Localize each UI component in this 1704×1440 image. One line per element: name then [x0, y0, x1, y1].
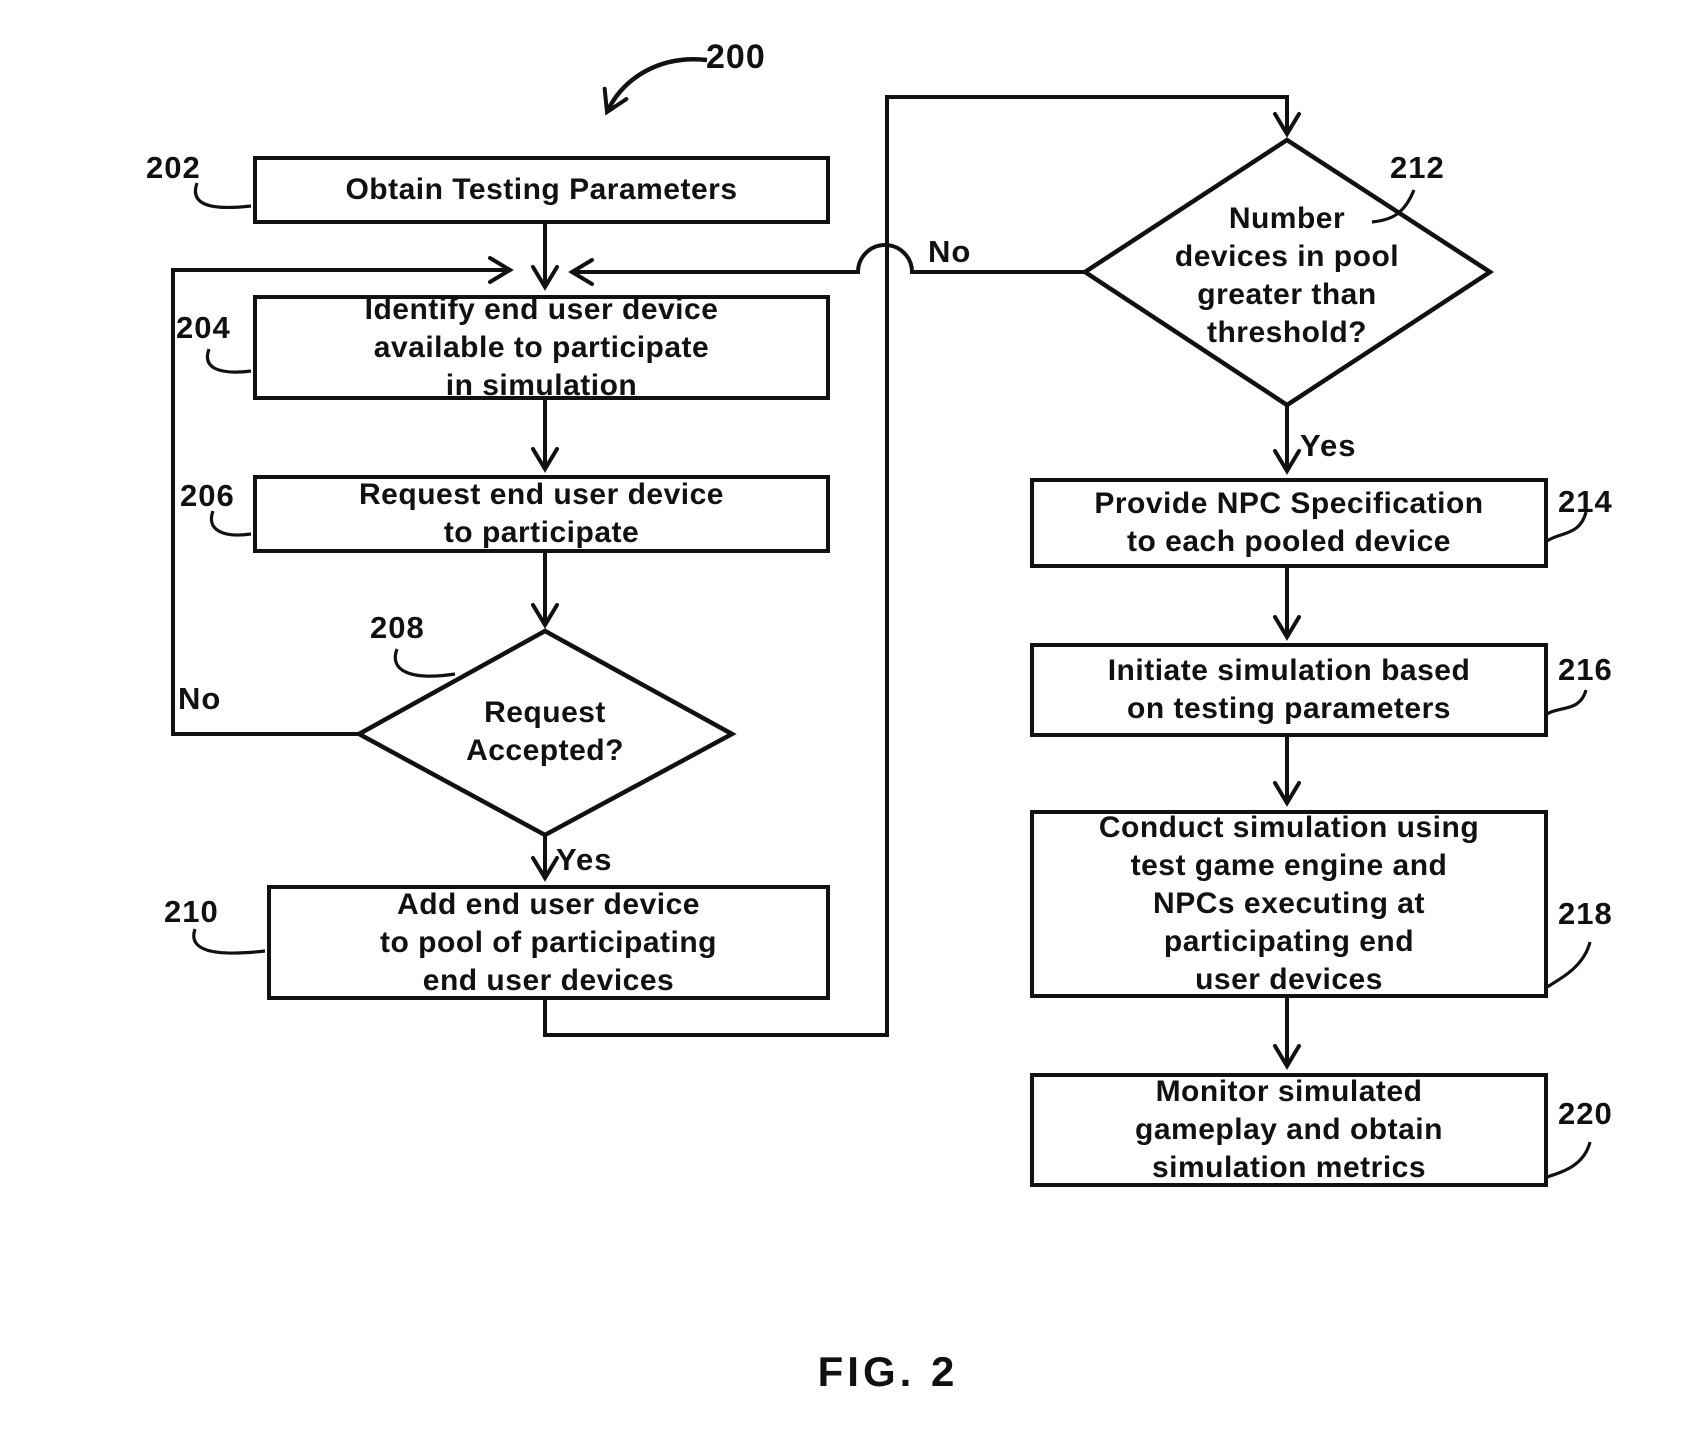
- ref-220: 220: [1558, 1096, 1613, 1131]
- figure-reference-number: 200: [706, 38, 766, 76]
- process-box-conduct-simulation: Conduct simulation using test game engine and NPCs executing at participating end user devices: [1030, 810, 1548, 998]
- ref-216: 216: [1558, 652, 1613, 687]
- ref-214: 214: [1558, 484, 1613, 519]
- process-box-identify-end-user-device: Identify end user device available to participate in simulation: [253, 295, 830, 400]
- branch-label-no-208: No: [178, 681, 222, 716]
- ref-218: 218: [1558, 896, 1613, 931]
- branch-label-no-212: No: [928, 234, 972, 269]
- process-box-provide-npc-specification: Provide NPC Specification to each pooled device: [1030, 478, 1548, 568]
- process-box-request-end-user-device: Request end user device to participate: [253, 475, 830, 553]
- ref-202: 202: [146, 150, 201, 185]
- leader-210: [194, 929, 265, 953]
- leader-218: [1547, 942, 1590, 987]
- leader-202: [195, 183, 251, 207]
- process-box-add-device-to-pool: Add end user device to pool of participating end user devices: [267, 885, 830, 1000]
- ref-206: 206: [180, 478, 235, 513]
- figure-reference-arrow: [607, 59, 707, 112]
- leader-216: [1547, 690, 1586, 714]
- figure-caption: FIG. 2: [817, 1348, 959, 1395]
- decision-label-number-devices: Number devices in pool greater than threshold?: [1174, 202, 1400, 349]
- leader-204: [207, 349, 251, 372]
- process-box-obtain-testing-parameters: Obtain Testing Parameters: [253, 156, 830, 224]
- leader-206: [211, 511, 251, 535]
- process-box-monitor-gameplay: Monitor simulated gameplay and obtain simulation metrics: [1030, 1073, 1548, 1187]
- edge-212-no-return: [572, 245, 1085, 272]
- leader-208: [395, 649, 455, 676]
- process-box-initiate-simulation: Initiate simulation based on testing parameters: [1030, 643, 1548, 737]
- leader-220: [1547, 1142, 1590, 1177]
- ref-210: 210: [164, 894, 219, 929]
- ref-204: 204: [176, 310, 231, 345]
- decision-label-request-accepted: Request Accepted?: [466, 696, 624, 767]
- branch-label-yes-212: Yes: [1300, 428, 1357, 463]
- ref-212: 212: [1390, 150, 1445, 185]
- ref-208: 208: [370, 610, 425, 645]
- branch-label-yes-208: Yes: [556, 842, 613, 877]
